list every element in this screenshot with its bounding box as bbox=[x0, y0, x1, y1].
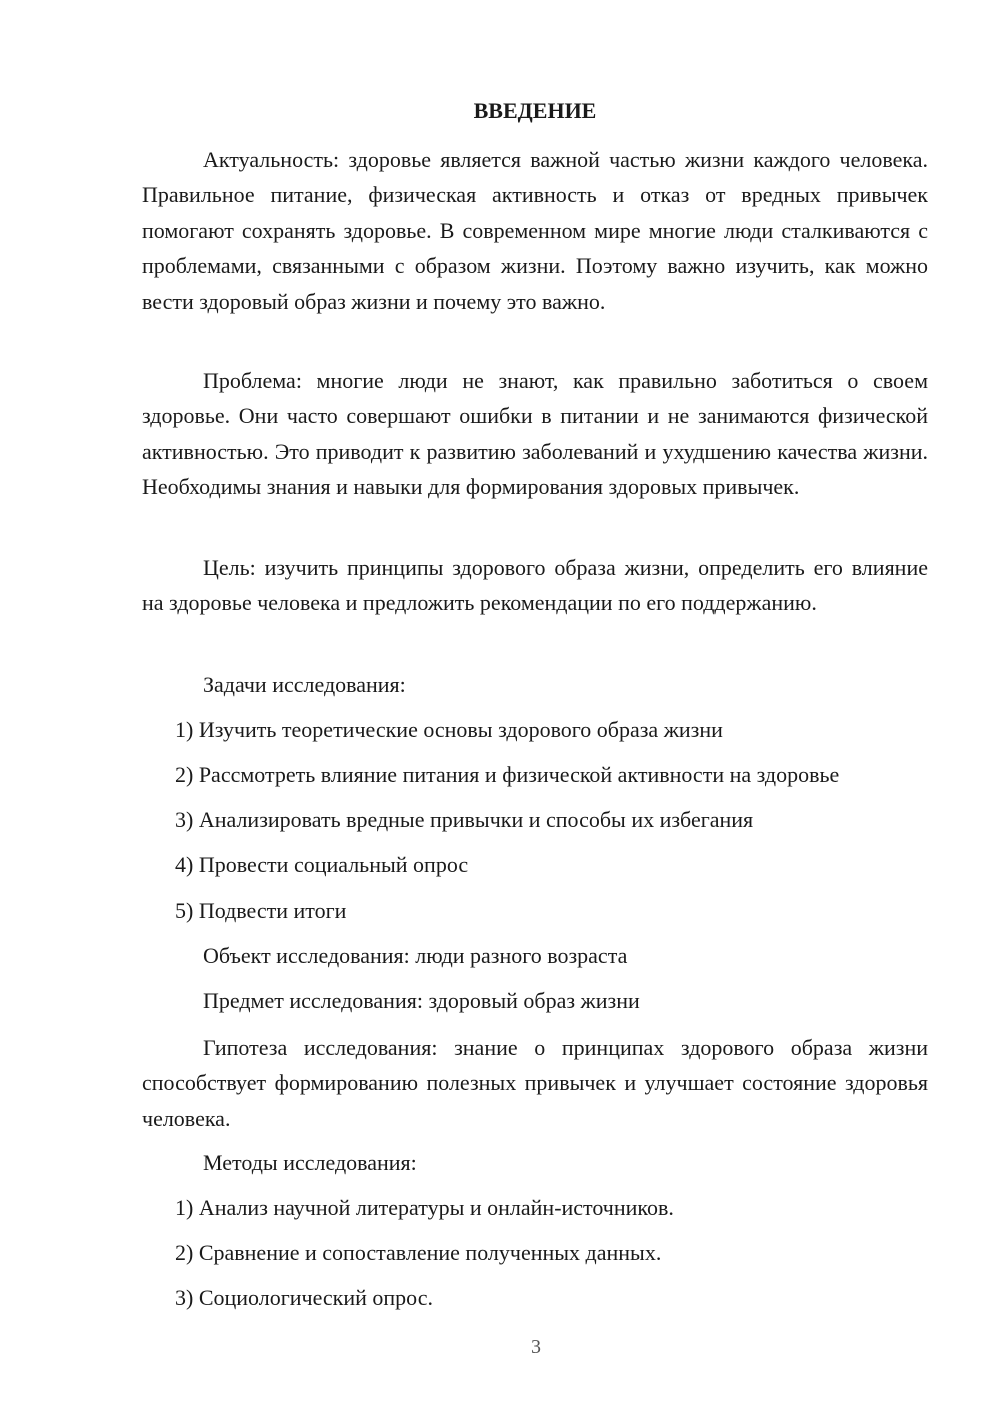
paragraph-goal: Цель: изучить принципы здорового образа жизни, определить его влияние на здоровье человека и предложить рекомендации по его поддержанию. bbox=[142, 555, 928, 616]
page-title: ВВЕДЕНИЕ bbox=[473, 98, 597, 123]
paragraph-problem: Проблема: многие люди не знают, как правильно заботиться о своем здоровье. Они часто совершают ошибки в питании и не занимаются физической активностью. Это приводит к развитию заболеваний и ухудшению качества жизни. Необходимы знания и навыки для формирования здоровых привычек. bbox=[142, 368, 928, 500]
tasks-heading: Задачи исследования: bbox=[203, 672, 406, 697]
method-item-1: 1) Анализ научной литературы и онлайн-источников. bbox=[175, 1195, 674, 1220]
task-item-3: 3) Анализировать вредные привычки и способы их избегания bbox=[175, 807, 754, 832]
task-item-5: 5) Подвести итоги bbox=[175, 898, 347, 923]
methods-heading: Методы исследования: bbox=[203, 1150, 417, 1175]
method-item-3: 3) Социологический опрос. bbox=[175, 1285, 433, 1310]
page-number: 3 bbox=[531, 1336, 541, 1358]
research-subject: Предмет исследования: здоровый образ жизни bbox=[203, 988, 640, 1013]
research-object: Объект исследования: люди разного возраста bbox=[203, 943, 628, 968]
paragraph-hypothesis: Гипотеза исследования: знание о принципах здорового образа жизни способствует формированию полезных привычек и улучшает состояние здоровья человека. bbox=[142, 1035, 928, 1131]
task-item-2: 2) Рассмотреть влияние питания и физической активности на здоровье bbox=[175, 762, 840, 787]
task-item-1: 1) Изучить теоретические основы здорового образа жизни bbox=[175, 717, 723, 742]
method-item-2: 2) Сравнение и сопоставление полученных данных. bbox=[175, 1240, 662, 1265]
task-item-4: 4) Провести социальный опрос bbox=[175, 852, 469, 877]
paragraph-relevance: Актуальность: здоровье является важной частью жизни каждого человека. Правильное питание, физическая активность и отказ от вредных привычек помогают сохранять здоровье. В современном мире многие люди сталкиваются с проблемами, связанными с образом жизни. Поэтому важно изучить, как можно вести здоровый образ жизни и почему это важно. bbox=[142, 147, 928, 314]
